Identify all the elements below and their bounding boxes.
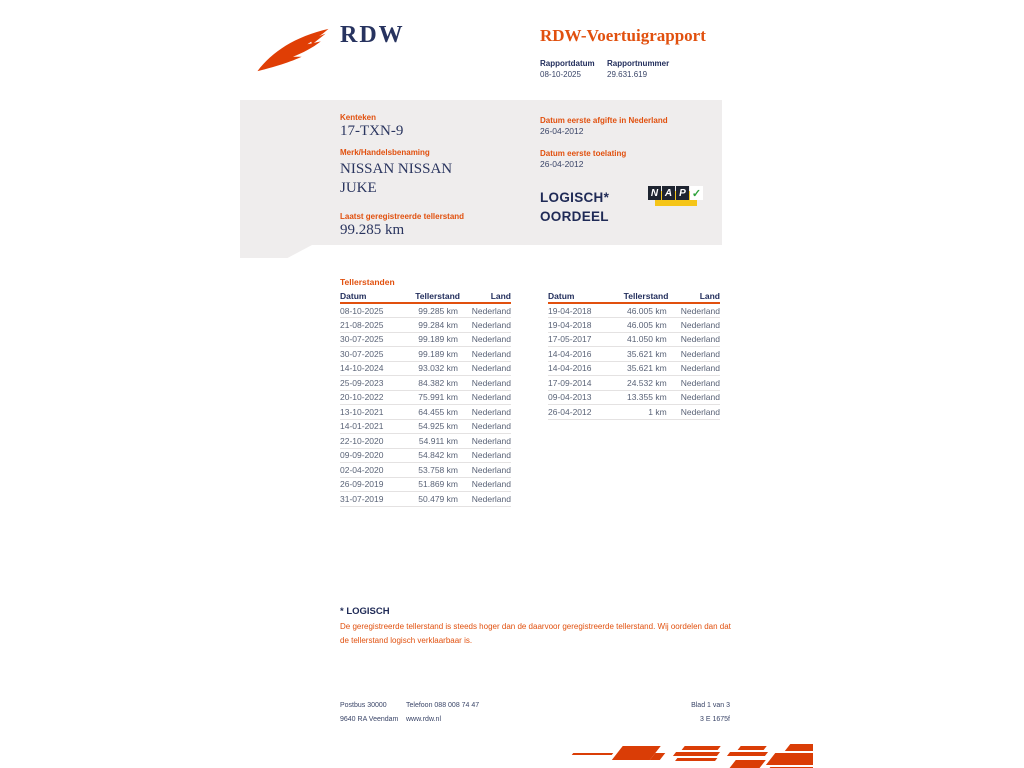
nap-check-icon: ✓ <box>691 187 702 200</box>
table-row <box>340 347 511 362</box>
table-row <box>340 376 511 391</box>
table-cell: Nederland <box>458 405 511 420</box>
table-cell: 19-04-2018 <box>548 303 624 318</box>
report-date-value: 08-10-2025 <box>540 70 581 79</box>
column-header-datum: Datum <box>548 290 624 303</box>
report-title: RDW-Voertuigrapport <box>540 26 706 45</box>
rdw-logo-wing-icon <box>253 26 333 74</box>
odometer-table-right <box>548 290 720 420</box>
table-row <box>340 303 511 318</box>
table-cell: 93.032 km <box>415 361 458 376</box>
column-header-tellerstand: Tellerstand <box>623 291 669 301</box>
table-cell: 02-04-2020 <box>340 463 415 478</box>
report-date-label: Rapportdatum <box>540 59 595 68</box>
table-cell: 75.991 km <box>415 390 458 405</box>
footer-address-line1: Postbus 30000 <box>340 702 387 709</box>
footer-address-line2: 9640 RA Veendam <box>340 716 399 723</box>
table-cell: 26-04-2012 <box>548 405 624 420</box>
table-cell: Nederland <box>458 419 511 434</box>
table-row <box>548 361 720 376</box>
table-cell: 1 km <box>624 405 667 420</box>
table-cell: 21-08-2025 <box>340 318 415 333</box>
table-cell: 46.005 km <box>624 318 667 333</box>
table-cell: 54.925 km <box>415 419 458 434</box>
table-cell: 51.869 km <box>415 477 458 492</box>
table-row <box>340 361 511 376</box>
table-row <box>548 390 720 405</box>
table-cell: Nederland <box>667 332 720 347</box>
table-cell: 17-09-2014 <box>548 376 624 391</box>
table-cell: 24.532 km <box>624 376 667 391</box>
table-row <box>548 405 720 420</box>
odometer-table-left <box>340 290 511 507</box>
table-cell: 19-04-2018 <box>548 318 624 333</box>
nap-logo <box>648 186 702 209</box>
table-cell: 54.842 km <box>415 448 458 463</box>
table-cell: Nederland <box>667 376 720 391</box>
brand-label: Merk/Handelsbenaming <box>340 148 430 157</box>
table-cell: Nederland <box>458 463 511 478</box>
table-cell: 25-09-2023 <box>340 376 415 391</box>
table-cell: 50.479 km <box>415 492 458 507</box>
column-header-land: Land <box>458 290 511 303</box>
table-cell: 20-10-2022 <box>340 390 415 405</box>
table-cell: Nederland <box>458 492 511 507</box>
table-cell: Nederland <box>458 477 511 492</box>
table-row <box>340 477 511 492</box>
table-cell: 08-10-2025 <box>340 303 415 318</box>
table-row <box>340 434 511 449</box>
table-cell: 41.050 km <box>624 332 667 347</box>
table-cell: 84.382 km <box>415 376 458 391</box>
first-issue-label: Datum eerste afgifte in Nederland <box>540 116 668 125</box>
table-cell: 14-01-2021 <box>340 419 415 434</box>
table-cell: 35.621 km <box>624 361 667 376</box>
table-cell: 99.189 km <box>415 332 458 347</box>
license-plate-value: 17-TXN-9 <box>340 123 404 139</box>
column-header-land: Land <box>667 290 720 303</box>
table-row <box>340 448 511 463</box>
odometer-section-title: Tellerstanden <box>340 277 395 287</box>
table-row <box>340 419 511 434</box>
footer-phone: Telefoon 088 008 74 47 <box>406 702 480 709</box>
table-cell: 46.005 km <box>624 303 667 318</box>
last-odometer-value: 99.285 km <box>340 222 405 238</box>
nap-letter-p: P <box>676 186 689 200</box>
footer-page-indicator: Blad 1 van 3 <box>691 702 730 709</box>
table-cell: Nederland <box>458 376 511 391</box>
table-cell: Nederland <box>667 390 720 405</box>
table-cell: 17-05-2017 <box>548 332 624 347</box>
rdw-logo-text: RDW <box>340 22 405 48</box>
footnote-text: De geregistreerde tellerstand is steeds hoger dan de daarvoor geregistreerde tellerstand. Wij oordelen dan dat de tellerstand logisch verklaarbaar is. <box>340 622 731 645</box>
table-row <box>548 303 720 318</box>
table-cell: 14-04-2016 <box>548 347 624 362</box>
table-cell: Nederland <box>458 434 511 449</box>
report-number-label: Rapportnummer <box>607 59 670 68</box>
table-cell: Nederland <box>458 390 511 405</box>
table-header-row <box>548 290 720 303</box>
table-cell: 14-04-2016 <box>548 361 624 376</box>
panel-corner-tab <box>240 245 312 258</box>
table-cell: Nederland <box>667 318 720 333</box>
table-cell: 53.758 km <box>415 463 458 478</box>
table-cell: 09-04-2013 <box>548 390 624 405</box>
table-cell: Nederland <box>458 347 511 362</box>
table-row <box>548 332 720 347</box>
table-cell: 22-10-2020 <box>340 434 415 449</box>
table-cell: 30-07-2025 <box>340 347 415 362</box>
table-row <box>340 492 511 507</box>
first-admission-value: 26-04-2012 <box>540 159 584 169</box>
table-row <box>340 405 511 420</box>
table-cell: 64.455 km <box>415 405 458 420</box>
table-row <box>340 318 511 333</box>
footnote-title: * LOGISCH <box>340 606 390 617</box>
rdw-stripes-decoration <box>543 738 813 768</box>
nap-letter-a: A <box>662 186 675 200</box>
column-header-datum: Datum <box>340 290 415 303</box>
table-cell: 13.355 km <box>624 390 667 405</box>
table-cell: Nederland <box>458 318 511 333</box>
license-plate-label: Kenteken <box>340 113 377 122</box>
table-cell: 99.285 km <box>415 303 458 318</box>
table-header-row <box>340 290 511 303</box>
footer-website-link[interactable]: www.rdw.nl <box>406 716 442 723</box>
table-cell: Nederland <box>667 347 720 362</box>
table-row <box>340 463 511 478</box>
table-cell: 35.621 km <box>624 347 667 362</box>
table-row <box>548 347 720 362</box>
first-admission-label: Datum eerste toelating <box>540 149 627 158</box>
verdict-text: LOGISCH* OORDEEL <box>540 190 610 224</box>
last-odometer-label: Laatst geregistreerde tellerstand <box>340 212 465 221</box>
table-cell: Nederland <box>458 303 511 318</box>
table-cell: 09-09-2020 <box>340 448 415 463</box>
table-cell: Nederland <box>458 361 511 376</box>
first-issue-value: 26-04-2012 <box>540 126 584 136</box>
nap-letter-n: N <box>648 186 661 200</box>
column-header-tellerstand: Tellerstand <box>415 291 460 301</box>
table-cell: 26-09-2019 <box>340 477 415 492</box>
table-cell: Nederland <box>667 361 720 376</box>
table-cell: 54.911 km <box>415 434 458 449</box>
table-row <box>340 332 511 347</box>
table-cell: 31-07-2019 <box>340 492 415 507</box>
table-cell: Nederland <box>667 405 720 420</box>
table-row <box>548 318 720 333</box>
table-row <box>340 390 511 405</box>
report-number-value: 29.631.619 <box>607 70 648 79</box>
table-cell: 14-10-2024 <box>340 361 415 376</box>
table-cell: Nederland <box>667 303 720 318</box>
table-row <box>548 376 720 391</box>
table-cell: Nederland <box>458 332 511 347</box>
table-cell: 30-07-2025 <box>340 332 415 347</box>
table-cell: 99.284 km <box>415 318 458 333</box>
footer-form-code: 3 E 1675f <box>700 716 730 723</box>
table-cell: 13-10-2021 <box>340 405 415 420</box>
table-cell: 99.189 km <box>415 347 458 362</box>
brand-value: NISSAN NISSAN JUKE <box>340 161 453 196</box>
table-cell: Nederland <box>458 448 511 463</box>
